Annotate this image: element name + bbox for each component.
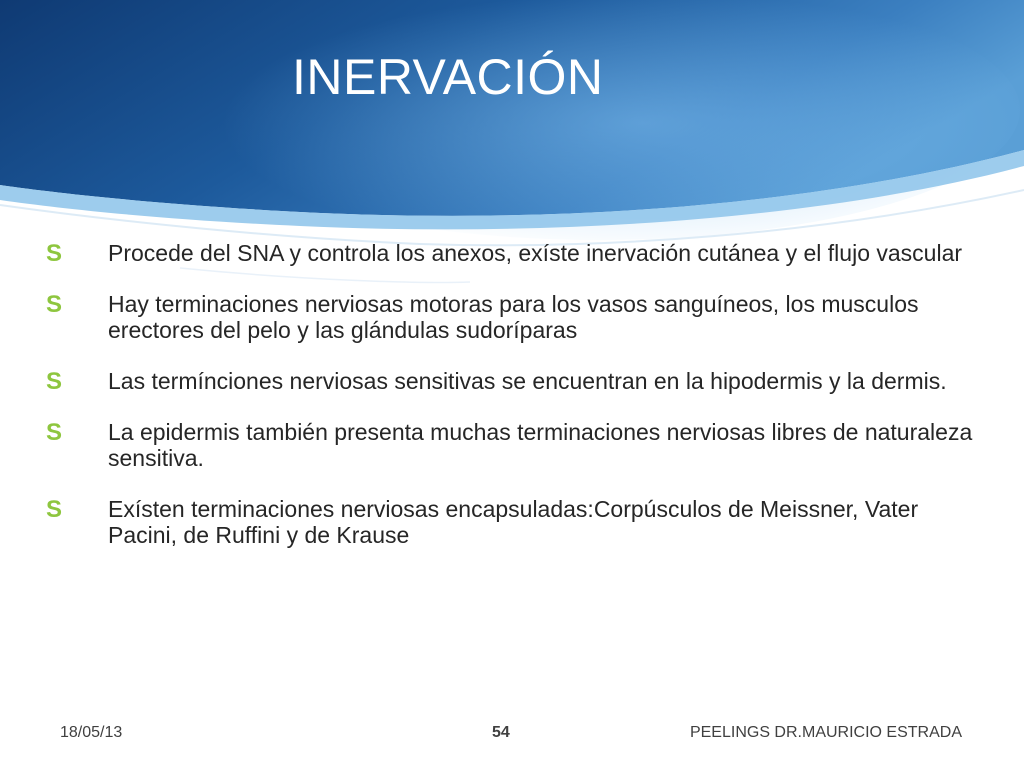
bullet-icon: S	[45, 419, 62, 446]
bullet-item	[44, 240, 984, 266]
bullet-text: Las termínciones nerviosas sensitivas se encuentran en la hipodermis y la dermis.	[108, 368, 947, 394]
footer-date: 18/05/13	[60, 724, 123, 741]
bullet-icon: S	[45, 291, 62, 318]
bullet-item	[44, 291, 984, 343]
bullet-text: La epidermis también presenta muchas terminaciones nerviosas libres de naturaleza sensitiva.	[108, 419, 973, 471]
bullet-text: Exísten terminaciones nerviosas encapsuladas:Corpúsculos de Meissner, Vater Pacini, de Ruffini y de Krause	[108, 496, 919, 548]
bullet-icon: S	[45, 240, 62, 267]
bullet-icon: S	[45, 496, 62, 523]
bullet-item	[44, 419, 984, 471]
bullet-text: Procede del SNA y controla los anexos, exíste inervación cutánea y el flujo vascular	[108, 240, 963, 266]
bullet-item	[44, 368, 984, 394]
bullet-list	[44, 240, 984, 573]
bullet-icon: S	[45, 368, 62, 395]
footer-page-number: 54	[492, 724, 510, 741]
bullet-text: Hay terminaciones nerviosas motoras para los vasos sanguíneos, los musculos erectores del pelo y las glándulas sudoríparas	[108, 291, 919, 343]
footer-text: PEELINGS DR.MAURICIO ESTRADA	[689, 724, 962, 741]
bullet-item	[44, 496, 984, 548]
slide-title: INERVACIÓN	[292, 49, 604, 105]
